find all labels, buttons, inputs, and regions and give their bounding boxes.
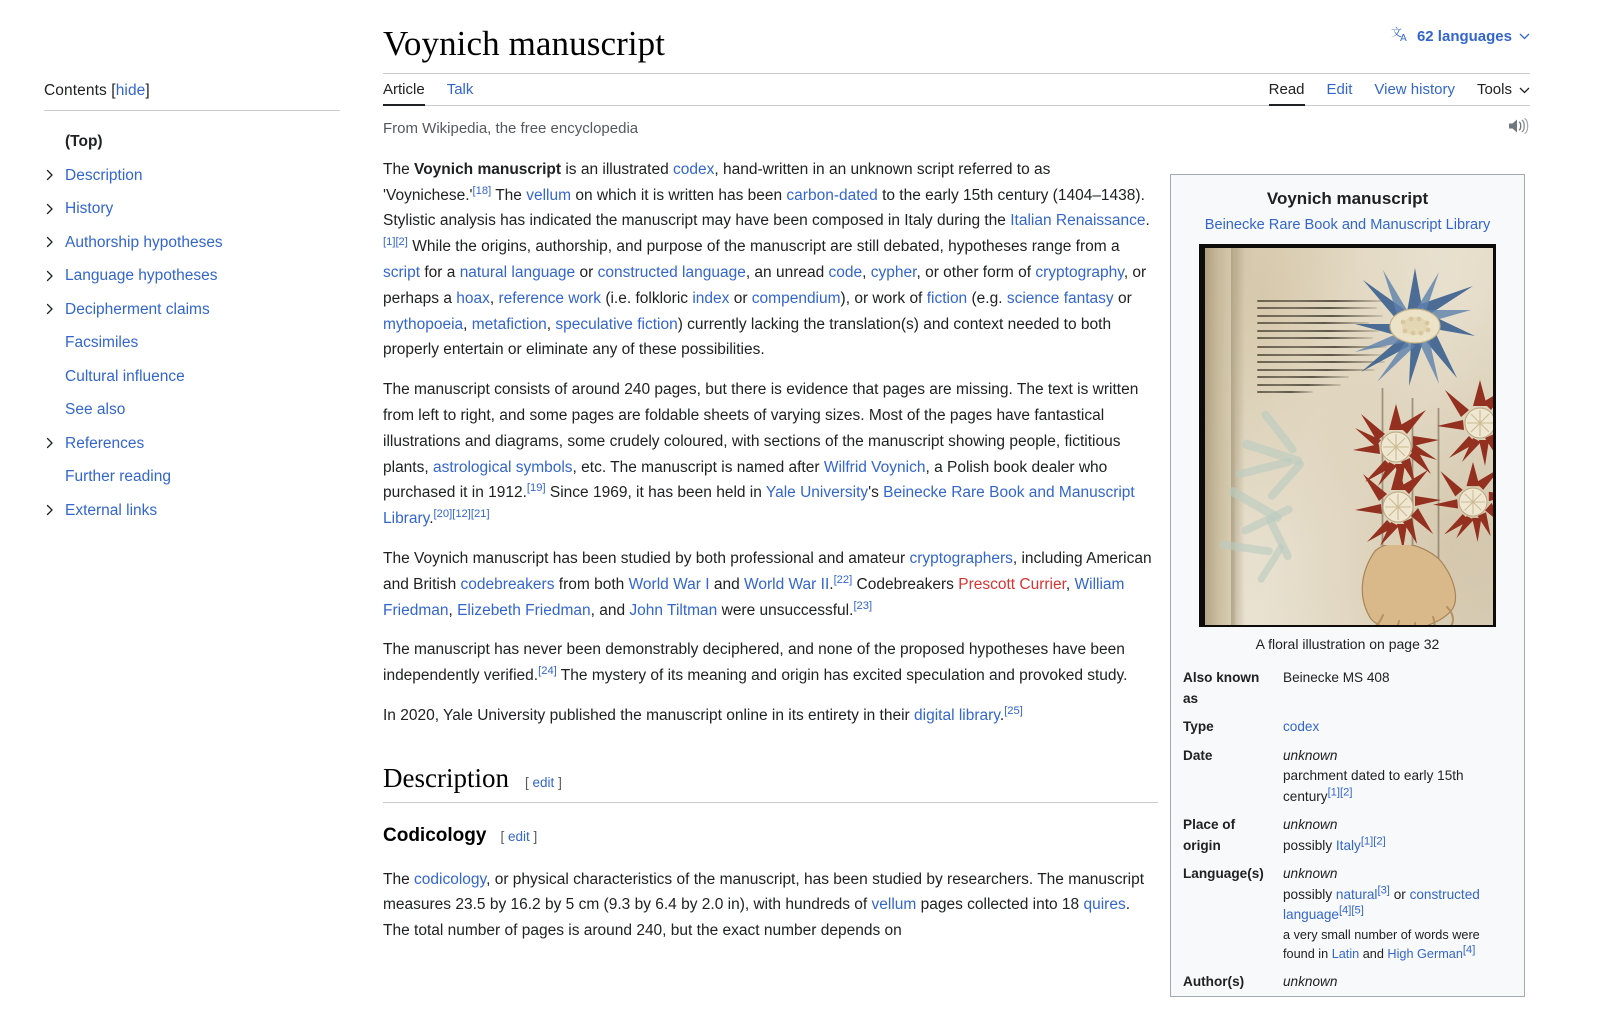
reference-link[interactable]: [2] <box>395 235 408 248</box>
svg-text:文: 文 <box>1390 26 1402 39</box>
toc-item-label[interactable]: External links <box>65 501 158 519</box>
infobox-image-wrapper <box>1171 244 1524 627</box>
text-run: or <box>1113 289 1132 307</box>
text-run: to the early 15th century (1404–1438). Stylistic analysis has indicated the manuscript may have been composed in Italy during the <box>383 186 1145 230</box>
contents-hide-bracket-close: ] <box>145 82 150 99</box>
infobox-value-line <box>1283 885 1514 926</box>
infobox-row-value <box>1283 968 1524 997</box>
text-run: The <box>383 160 415 178</box>
reference-marker[interactable] <box>1377 884 1389 896</box>
reference-marker[interactable] <box>1463 943 1475 955</box>
wiki-link[interactable]: Italian Renaissance <box>1010 212 1146 230</box>
infobox-row-label: Type <box>1183 719 1214 734</box>
wiki-link[interactable]: codex <box>1283 719 1320 734</box>
toc-item-external-links[interactable] <box>44 494 370 528</box>
reference-link[interactable]: [1] <box>383 235 396 248</box>
italic-value: unknown <box>1283 817 1338 832</box>
text-run: for a <box>420 263 460 281</box>
speaker-icon[interactable] <box>1506 116 1530 136</box>
text-run: or <box>1389 886 1410 902</box>
reference-link[interactable]: [5] <box>1351 904 1364 917</box>
text-run: , including American and British <box>383 549 1152 593</box>
text-run: , or perhaps a <box>383 263 1147 307</box>
wiki-link[interactable]: cryptography <box>1035 263 1124 281</box>
language-count-label: 62 languages <box>1416 27 1512 45</box>
text-run: on which it is written has been <box>571 186 787 204</box>
infobox-row-label: Also known as <box>1183 670 1260 706</box>
edit-link[interactable]: edit <box>532 774 555 790</box>
italic-value: unknown <box>1283 866 1338 881</box>
contents-header <box>44 82 370 100</box>
reference-link[interactable]: [23] <box>853 599 873 612</box>
text-run: . <box>829 575 834 593</box>
reference-marker[interactable] <box>383 236 395 248</box>
toc-item-authorship-hypotheses[interactable] <box>44 226 370 260</box>
wiki-link[interactable]: constructed language <box>1283 886 1480 922</box>
infobox-value-line <box>1283 864 1514 885</box>
chevron-down-icon <box>1519 81 1530 98</box>
reference-link[interactable]: [1] <box>1327 785 1341 798</box>
text-run: were unsuccessful. <box>717 601 854 619</box>
toc-item-cultural-influence[interactable] <box>44 360 370 394</box>
paragraph-p3 <box>383 546 1158 623</box>
manuscript-illustration-image[interactable] <box>1199 244 1496 627</box>
wiki-link[interactable]: natural <box>1335 886 1378 902</box>
text-run: possibly <box>1283 837 1336 853</box>
wiki-link[interactable]: World War II <box>744 575 830 593</box>
infobox-row-value <box>1283 664 1524 713</box>
wiki-link[interactable]: High German <box>1387 946 1463 961</box>
text-run: , <box>489 289 499 307</box>
chevron-right-icon[interactable] <box>44 303 56 315</box>
site-tagline: From Wikipedia, the free encyclopedia <box>383 119 639 137</box>
text-run: , an unread <box>745 263 829 281</box>
note-text: a very small number of words were found in <box>1283 927 1480 961</box>
text-run: , <box>1065 575 1075 593</box>
paragraph-p4 <box>383 637 1158 689</box>
infobox-subtitle[interactable] <box>1171 211 1524 244</box>
infobox-row-value <box>1283 811 1524 860</box>
contents-label: Contents <box>44 82 107 99</box>
view-tabs <box>1269 81 1530 105</box>
tab-article[interactable]: Article <box>383 81 425 105</box>
reference-marker[interactable] <box>538 665 557 677</box>
reference-link[interactable]: [19] <box>526 482 546 495</box>
infobox-row <box>1171 713 1524 742</box>
tab-tools[interactable] <box>1477 81 1530 105</box>
reference-link[interactable]: [2] <box>1373 834 1386 847</box>
reference-marker[interactable] <box>471 508 490 520</box>
toc-item-decipherment-claims[interactable] <box>44 293 370 327</box>
text-run: The <box>383 870 415 888</box>
language-selector-button[interactable] <box>1391 26 1530 46</box>
wiki-link[interactable]: World War I <box>628 575 710 593</box>
toc-item-top[interactable] <box>44 125 370 159</box>
toc-item-see-also[interactable] <box>44 393 370 427</box>
wiki-link[interactable]: index <box>692 289 730 307</box>
reference-link[interactable]: [1] <box>1360 834 1374 847</box>
infobox-row-label: Date <box>1183 747 1213 763</box>
wiki-link[interactable]: John Tiltman <box>629 601 718 619</box>
chevron-right-icon[interactable] <box>44 169 56 181</box>
text-run: (e.g. <box>967 289 1007 307</box>
wiki-link[interactable]: Elizebeth Friedman <box>457 601 591 619</box>
section-divider <box>383 802 1158 803</box>
infobox-row-label: Place of origin <box>1183 817 1236 853</box>
wiki-link[interactable]: code <box>828 263 863 281</box>
reference-link[interactable]: [2] <box>1340 785 1353 798</box>
infobox-row <box>1171 742 1524 812</box>
reference-marker[interactable] <box>473 184 492 196</box>
wiki-link[interactable]: constructed language <box>597 263 746 281</box>
toc-item-label[interactable]: Further reading <box>65 468 171 485</box>
red-flower-illustration-3 <box>1355 464 1441 550</box>
infobox-value-line <box>1283 836 1514 857</box>
text-run: , <box>448 601 458 619</box>
subsection-heading-codicology <box>383 825 1158 847</box>
wiki-link[interactable]: quires <box>1083 896 1126 914</box>
infobox <box>1170 174 1525 997</box>
svg-text:A: A <box>1399 33 1407 43</box>
bracket-open: [ <box>500 828 505 844</box>
text-run: and <box>709 575 744 593</box>
chevron-down-icon <box>1519 29 1530 43</box>
reference-marker[interactable] <box>1339 904 1351 916</box>
wiki-link[interactable]: vellum <box>526 186 572 204</box>
text-run: In 2020, Yale University published the manuscript online in its entirety in their <box>383 706 915 724</box>
text-run: The <box>491 186 527 204</box>
text-run: , or physical characteristics of the manuscript, has been studied by researchers. The manuscript measures 23.5 by 16.2 by 5 cm (9.3 by 6.4 by 2.0 in), with hundreds of <box>383 870 1145 914</box>
text-run: , <box>862 263 871 281</box>
wiki-link[interactable]: script <box>383 263 421 281</box>
paragraph-p1 <box>383 157 1158 363</box>
chevron-right-icon[interactable] <box>44 203 56 215</box>
reference-link[interactable]: [25] <box>1004 704 1023 717</box>
infobox-row-value <box>1283 860 1524 968</box>
blue-flower-illustration <box>1353 266 1477 388</box>
toc-item-description[interactable] <box>44 159 370 193</box>
site-tagline-row <box>383 106 1530 137</box>
infobox-row-value <box>1283 713 1524 742</box>
reference-link[interactable]: [21] <box>470 507 490 520</box>
wiki-link[interactable]: astrological symbols <box>432 458 573 476</box>
bracket-close: ] <box>533 828 538 844</box>
paragraph-p2 <box>383 377 1158 532</box>
wiki-link[interactable]: carbon-dated <box>786 186 878 204</box>
wiki-link[interactable]: vellum <box>871 896 917 914</box>
toc-list <box>44 125 370 527</box>
reference-marker[interactable] <box>395 236 407 248</box>
reference-marker[interactable] <box>1361 835 1373 847</box>
text-run: Codebreakers <box>852 575 959 593</box>
text-run: The manuscript has never been demonstrably deciphered, and none of the proposed hypotheses have been independently verified. <box>383 641 1125 685</box>
text-run: . <box>429 510 434 528</box>
text-run: or <box>575 263 598 281</box>
text-run: , or other form of <box>916 263 1036 281</box>
wiki-link[interactable]: hoax <box>456 289 490 307</box>
chevron-right-icon[interactable] <box>44 437 56 449</box>
red-flower-illustration-2 <box>1437 380 1493 466</box>
reference-marker[interactable] <box>434 508 453 520</box>
reference-marker[interactable] <box>1340 786 1352 798</box>
contents-hide-toggle[interactable]: hide <box>115 82 146 99</box>
edit-section-link-codicology[interactable] <box>500 829 537 844</box>
text-run: Since 1969, it has been held in <box>545 484 766 502</box>
text-run: . <box>1145 212 1150 230</box>
toc-item-label[interactable]: Facsimiles <box>65 334 139 351</box>
text-run: , and <box>590 601 630 619</box>
infobox-row-label: Language(s) <box>1183 866 1264 881</box>
toc-divider <box>44 110 340 111</box>
wiki-link[interactable]: codex <box>673 160 715 178</box>
wiki-link[interactable]: Wilfrid Voynich <box>823 458 926 476</box>
infobox-value-line <box>1283 668 1514 689</box>
chevron-right-icon[interactable] <box>44 270 56 282</box>
title-row <box>383 0 1530 66</box>
reference-marker[interactable] <box>834 574 853 586</box>
infobox-row <box>1171 664 1524 713</box>
text-run: , hand-written in an unknown script referred to as 'Voynichese.' <box>383 160 1051 204</box>
page-title: Voynich manuscript <box>383 24 666 63</box>
tools-label: Tools <box>1476 80 1512 98</box>
namespace-tabs <box>383 81 473 105</box>
reference-marker[interactable] <box>1328 786 1340 798</box>
tab-view-history[interactable]: View history <box>1374 80 1455 98</box>
wiki-link[interactable]: science fantasy <box>1006 289 1114 307</box>
toc-item-label[interactable]: Authorship hypotheses <box>65 233 223 251</box>
infobox-value-line <box>1283 746 1514 767</box>
paragraph-p5 <box>383 703 1158 729</box>
wiki-link[interactable]: Beinecke Rare Book and Manuscript Library <box>383 484 1135 528</box>
tab-read[interactable]: Read <box>1269 81 1305 105</box>
wiki-link[interactable]: codebreakers <box>460 575 555 593</box>
toc-item-label[interactable]: History <box>65 200 114 217</box>
wiki-link[interactable]: natural language <box>459 263 576 281</box>
edit-link[interactable]: edit <box>507 828 530 844</box>
text-run: , <box>546 315 556 333</box>
bracket-open: [ <box>524 774 529 790</box>
text-run: from both <box>554 575 629 593</box>
lead-paragraphs <box>383 157 1158 729</box>
toc-item-further-reading[interactable] <box>44 460 370 494</box>
wiki-link[interactable]: compendium <box>751 289 841 307</box>
toc-item-history[interactable] <box>44 192 370 226</box>
toc-item-references[interactable] <box>44 427 370 461</box>
toc-item-label[interactable]: See also <box>65 401 126 418</box>
wiki-link[interactable]: fiction <box>926 289 968 307</box>
text-run: . The total number of pages is around 240, but the exact number depends on <box>383 896 1131 940</box>
toc-item-label[interactable]: References <box>65 434 145 452</box>
text-run: , <box>463 315 472 333</box>
contents-hide-bracket: [ <box>111 82 116 99</box>
infobox-row <box>1171 860 1524 968</box>
infobox-title: Voynich manuscript <box>1266 189 1429 208</box>
infobox-row-label: Author(s) <box>1183 973 1245 989</box>
toc-item-label[interactable]: Description <box>65 166 143 184</box>
bold-term: Voynich manuscript <box>414 160 562 178</box>
reference-marker[interactable] <box>1004 705 1023 717</box>
toc-item-label[interactable]: Cultural influence <box>65 367 185 385</box>
reference-marker[interactable] <box>1351 904 1363 916</box>
reference-link[interactable]: [20] <box>433 507 453 520</box>
bracket-close: ] <box>558 774 562 790</box>
infobox-data-table <box>1171 664 1524 996</box>
toc-item-label: (Top) <box>65 133 103 150</box>
text-run: possibly <box>1283 886 1336 902</box>
wiki-link[interactable]: digital library <box>914 706 1000 724</box>
red-flower-illustration-4 <box>1433 462 1493 542</box>
wiki-link[interactable]: Latin <box>1331 946 1360 961</box>
codicology-paragraph <box>383 867 1158 944</box>
reference-marker[interactable] <box>1373 835 1385 847</box>
text-run: parchment dated to early 15th century <box>1283 768 1464 804</box>
reference-link[interactable]: [22] <box>833 573 853 586</box>
text-run: pages collected into 18 <box>916 896 1084 914</box>
italic-value: unknown <box>1283 973 1338 989</box>
infobox-row <box>1171 811 1524 860</box>
text-run: . <box>999 706 1005 724</box>
section-title: Description <box>383 762 509 793</box>
wiki-link[interactable]: cryptographers <box>909 549 1013 567</box>
note-text: and <box>1359 946 1388 961</box>
text-run: The mystery of its meaning and origin has excited speculation and provoked study. <box>556 667 1128 685</box>
text-run: , a Polish book dealer who purchased it in 1912. <box>383 458 1108 502</box>
text-run: While the origins, authorship, and purpose of the manuscript are still debated, hypotheses range from a <box>407 238 1120 256</box>
text-run: The Voynich manuscript has been studied by both professional and amateur <box>383 549 910 567</box>
wiki-link[interactable]: speculative fiction <box>555 315 678 333</box>
text-run: (i.e. folkloric <box>601 289 693 307</box>
reference-marker[interactable] <box>527 482 546 494</box>
infobox-value-note <box>1283 926 1514 964</box>
text-run: Beinecke MS 408 <box>1283 670 1390 685</box>
wiki-link[interactable]: cypher <box>870 263 917 281</box>
reference-link[interactable]: [3] <box>1377 883 1390 896</box>
infobox-value-line <box>1283 766 1514 807</box>
text-run: The manuscript consists of around 240 pages, but there is evidence that pages are missing. The text is written from left to right, and some pages are foldable sheets of varying sizes. Most of the pages have fantastical illustrations and diagrams, some crudely coloured, with sections of the manuscript showing people, fictitious plants, <box>383 381 1139 476</box>
wiki-link[interactable]: William Friedman <box>383 575 1125 619</box>
infobox-value-line <box>1283 717 1514 738</box>
section-heading-description <box>383 763 1158 794</box>
wiki-redlink[interactable]: Prescott Currier <box>958 575 1066 593</box>
reference-marker[interactable] <box>853 599 872 611</box>
wiki-link[interactable]: Yale University <box>765 484 869 502</box>
article-body <box>383 157 1158 944</box>
namespace-and-view-tabs <box>383 74 1530 105</box>
infobox-value-line <box>1283 972 1514 993</box>
wiki-link[interactable]: metafiction <box>471 315 547 333</box>
chevron-right-icon[interactable] <box>44 504 56 516</box>
reference-link[interactable]: [18] <box>472 184 492 197</box>
root-illustration <box>1353 545 1461 625</box>
infobox-image-caption: A floral illustration on page 32 <box>1255 635 1440 652</box>
wiki-link[interactable]: codicology <box>414 870 487 888</box>
toc-item-label[interactable]: Language hypotheses <box>65 267 218 284</box>
wiki-link[interactable]: Italy <box>1335 837 1361 853</box>
translate-icon <box>1391 26 1410 46</box>
infobox-row-value <box>1283 742 1524 812</box>
text-run: ), or work of <box>840 289 927 307</box>
infobox-row <box>1171 968 1524 997</box>
tab-edit[interactable]: Edit <box>1326 80 1353 98</box>
edit-section-link-description[interactable] <box>525 775 562 790</box>
reference-link[interactable]: [24] <box>538 664 557 677</box>
reference-link[interactable]: [4] <box>1338 904 1352 917</box>
text-run: 's <box>868 484 884 502</box>
tab-talk[interactable]: Talk <box>446 80 474 98</box>
text-run: is an illustrated <box>561 160 674 178</box>
infobox-subtitle-link[interactable]: Beinecke Rare Book and Manuscript Library <box>1204 217 1491 233</box>
reference-marker[interactable] <box>452 508 471 520</box>
text-run: or <box>729 289 752 307</box>
reference-link[interactable]: [4] <box>1462 943 1476 956</box>
wiki-link[interactable]: reference work <box>498 289 602 307</box>
wiki-link[interactable]: mythopoeia <box>383 315 464 333</box>
italic-value: unknown <box>1283 747 1338 763</box>
toc-item-label[interactable]: Decipherment claims <box>65 300 210 318</box>
infobox-value-line <box>1283 815 1514 836</box>
text-run: ) currently lacking the translation(s) and context needed to both properly entertain or eliminate any of these possibilities. <box>383 315 1112 359</box>
subsection-title: Codicology <box>383 824 487 846</box>
toc-item-language-hypotheses[interactable] <box>44 259 370 293</box>
text-run: , etc. The manuscript is named after <box>572 458 824 476</box>
table-of-contents-sidebar <box>0 0 370 1020</box>
toc-item-facsimiles[interactable] <box>44 326 370 360</box>
reference-link[interactable]: [12] <box>452 507 471 520</box>
chevron-right-icon[interactable] <box>44 236 56 248</box>
